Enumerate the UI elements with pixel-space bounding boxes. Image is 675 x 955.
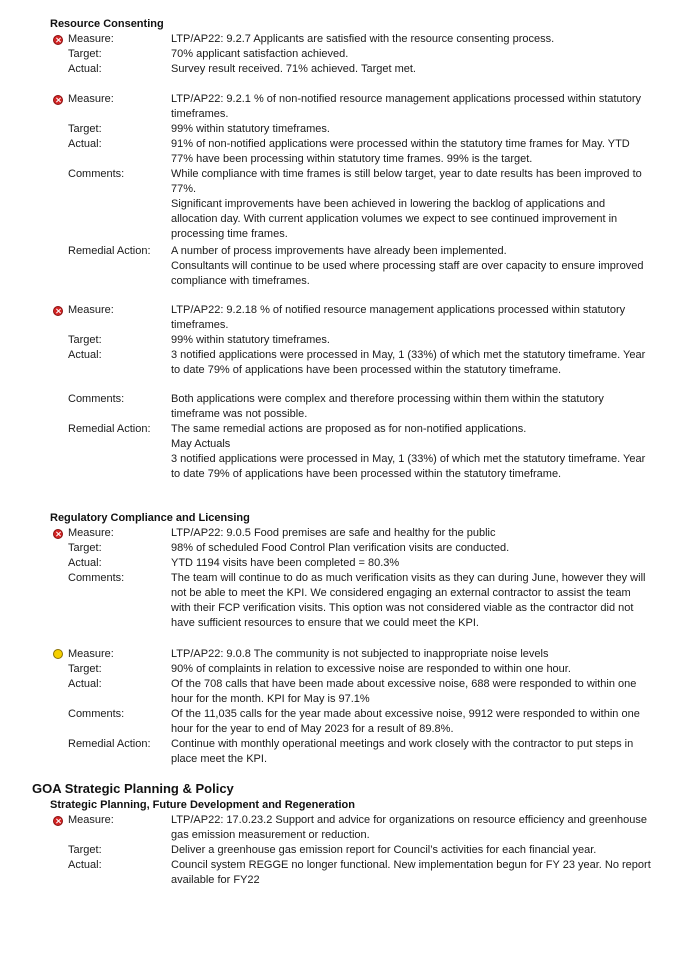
comments-paragraph: While compliance with time frames is still below target, year to date results has been improved to 77%.: [171, 168, 642, 195]
comments-text: Both applications were complex and therefore processing within them within the statutory timeframe was not possible.: [171, 393, 604, 420]
target-label: Target:: [68, 48, 102, 60]
red-cross-icon: [53, 95, 63, 105]
section-heading-resource-consenting: Resource Consenting: [50, 18, 164, 30]
target-text: 98% of scheduled Food Control Plan verification visits are conducted.: [171, 542, 510, 554]
actual-text: Survey result received. 71% achieved. Target met.: [171, 63, 416, 75]
measure-text: LTP/AP22: 17.0.23.2 Support and advice for organizations on resource efficiency and greenhouse gas emission measurement or reduction.: [171, 814, 647, 841]
target-text: 99% within statutory timeframes.: [171, 334, 330, 346]
amber-circle-icon: [53, 649, 63, 659]
comments-label: Comments:: [68, 168, 125, 180]
remedial-paragraph: 3 notified applications were processed in May, 1 (33%) of which met the statutory timeframe. Year to date 79% of applications have been processed within the statutory timeframe.: [171, 453, 646, 480]
actual-label: Actual:: [68, 138, 102, 150]
target-text: Deliver a greenhouse gas emission report for Council’s activities for each financial year.: [171, 844, 597, 856]
remedial-paragraph: A number of process improvements have already been implemented.: [171, 245, 507, 257]
comments-text: [171, 167, 653, 242]
remedial-label: Remedial Action:: [68, 423, 151, 435]
target-label: Target:: [68, 663, 102, 675]
red-cross-icon: [53, 816, 63, 826]
measure-label: Measure:: [68, 33, 114, 45]
remedial-paragraph: May Actuals: [171, 438, 231, 450]
section-heading-goa: GOA Strategic Planning & Policy: [32, 781, 234, 796]
measure-label: Measure:: [68, 93, 114, 105]
comments-text: Of the 11,035 calls for the year made about excessive noise, 9912 were responded to within one hour for the year to end of May 2023 for a result of 89.8%.: [171, 708, 640, 735]
actual-text: 91% of non-notified applications were processed within the statutory time frames for May. YTD 77% have been processing within statutory time frames. 99% is the target.: [171, 138, 630, 165]
target-text: 90% of complaints in relation to excessive noise are responded to within one hour.: [171, 663, 571, 675]
actual-label: Actual:: [68, 678, 102, 690]
comments-label: Comments:: [68, 393, 125, 405]
measure-text: LTP/AP22: 9.2.7 Applicants are satisfied with the resource consenting process.: [171, 33, 555, 45]
remedial-paragraph: The same remedial actions are proposed as for non-notified applications.: [171, 423, 527, 435]
target-label: Target:: [68, 334, 102, 346]
measure-text: LTP/AP22: 9.0.8 The community is not subjected to inappropriate noise levels: [171, 648, 549, 660]
remedial-label: Remedial Action:: [68, 738, 151, 750]
section-heading-strategic: Strategic Planning, Future Development and Regeneration: [50, 799, 355, 811]
comments-text: The team will continue to do as much verification visits as they can during June, however they will not be able to meet the KPI. We considered engaging an external contractor to assist the team with their FCP verification visits. This option was not considered viable as the contractor did not have sufficient resources to ensure that we could meet the KPI.: [171, 572, 646, 629]
remedial-text: Continue with monthly operational meetings and work closely with the contractor to put steps in place meet the KPI.: [171, 738, 634, 765]
remedial-paragraph: Consultants will continue to be used where processing staff are over capacity to ensure improved compliance with timeframes.: [171, 260, 644, 287]
actual-text: YTD 1194 visits have been completed = 80.3%: [171, 557, 400, 569]
actual-text: Council system REGGE no longer functional. New implementation begun for FY 23 year. No report available for FY22: [171, 859, 651, 886]
measure-label: Measure:: [68, 648, 114, 660]
measure-label: Measure:: [68, 814, 114, 826]
actual-label: Actual:: [68, 557, 102, 569]
target-text: 99% within statutory timeframes.: [171, 123, 330, 135]
target-label: Target:: [68, 844, 102, 856]
red-cross-icon: [53, 35, 63, 45]
actual-label: Actual:: [68, 63, 102, 75]
measure-text: LTP/AP22: 9.2.18 % of notified resource management applications processed within statutory timeframes.: [171, 304, 626, 331]
actual-text: 3 notified applications were processed in May, 1 (33%) of which met the statutory timeframe. Year to date 79% of applications have been processed within the statutory timeframe.: [171, 349, 646, 376]
target-text: 70% applicant satisfaction achieved.: [171, 48, 349, 60]
actual-text: Of the 708 calls that have been made about excessive noise, 688 were responded to within one hour for the month. KPI for May is 97.1%: [171, 678, 637, 705]
remedial-label: Remedial Action:: [68, 245, 151, 257]
actual-label: Actual:: [68, 349, 102, 361]
measure-label: Measure:: [68, 304, 114, 316]
comments-label: Comments:: [68, 708, 125, 720]
remedial-text: [171, 244, 653, 289]
actual-label: Actual:: [68, 859, 102, 871]
measure-text: LTP/AP22: 9.2.1 % of non-notified resource management applications processed within statutory timeframes.: [171, 93, 642, 120]
red-cross-icon: [53, 529, 63, 539]
red-cross-icon: [53, 306, 63, 316]
measure-text: LTP/AP22: 9.0.5 Food premises are safe and healthy for the public: [171, 527, 496, 539]
remedial-text: [171, 422, 653, 482]
measure-label: Measure:: [68, 527, 114, 539]
target-label: Target:: [68, 542, 102, 554]
section-heading-regulatory: Regulatory Compliance and Licensing: [50, 512, 250, 524]
comments-label: Comments:: [68, 572, 125, 584]
target-label: Target:: [68, 123, 102, 135]
comments-paragraph: Significant improvements have been achieved in lowering the backlog of applications and allocation day. With current application volumes we expect to see continued improvement in processing time frames.: [171, 198, 618, 240]
